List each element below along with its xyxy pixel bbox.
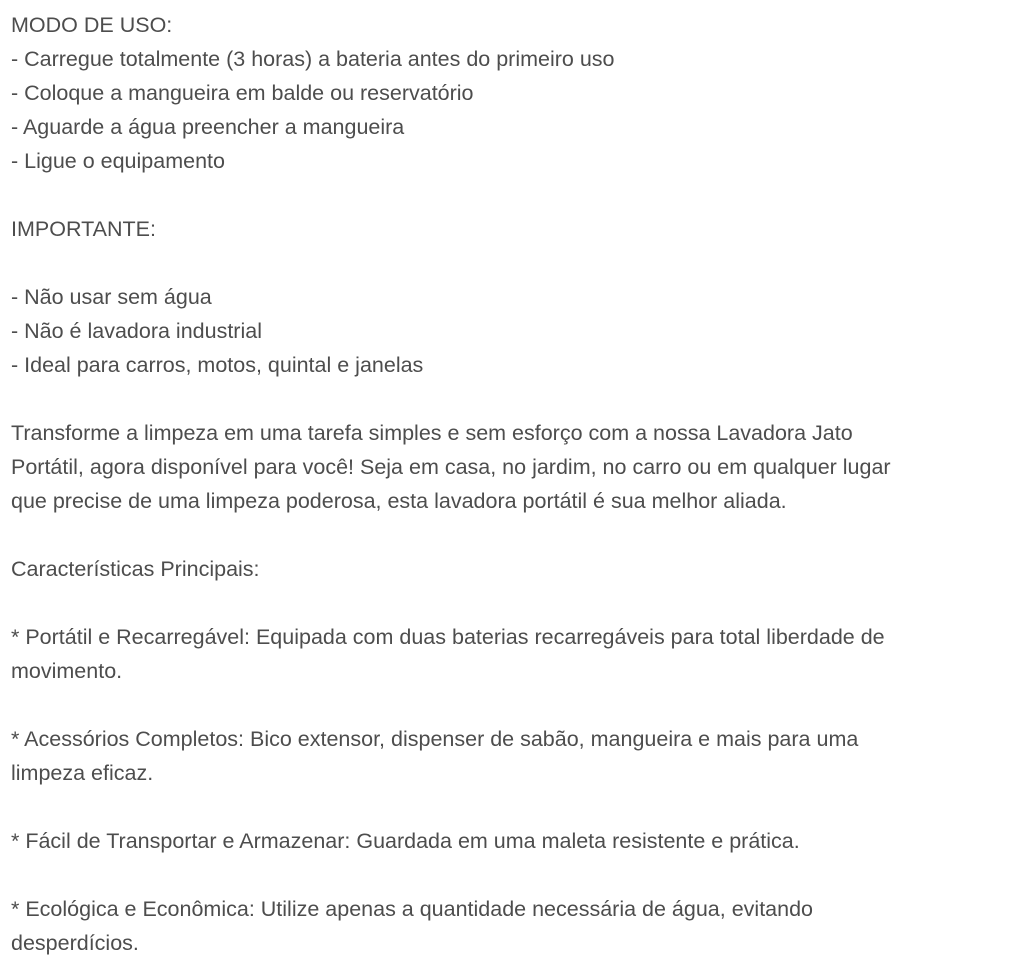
spacer — [11, 586, 1021, 620]
product-description — [11, 8, 1021, 960]
feature-line: desperdícios. — [11, 931, 139, 955]
important-item: - Ideal para carros, motos, quintal e janelas — [11, 353, 424, 377]
feature-line: * Acessórios Completos: Bico extensor, dispenser de sabão, mangueira e mais para uma — [11, 727, 859, 751]
spacer — [11, 382, 1021, 416]
feature-line: limpeza eficaz. — [11, 761, 154, 785]
usage-step: - Coloque a mangueira em balde ou reservatório — [11, 81, 474, 105]
spacer — [11, 518, 1021, 552]
spacer — [11, 858, 1021, 892]
spacer — [11, 246, 1021, 280]
intro-line: Portátil, agora disponível para você! Seja em casa, no jardim, no carro ou em qualquer lugar — [11, 455, 891, 479]
feature-line: movimento. — [11, 659, 123, 683]
spacer — [11, 178, 1021, 212]
modo-de-uso-heading: MODO DE USO: — [11, 13, 173, 37]
important-item: - Não usar sem água — [11, 285, 212, 309]
feature-line: * Fácil de Transportar e Armazenar: Guardada em uma maleta resistente e prática. — [11, 829, 800, 853]
usage-step: - Ligue o equipamento — [11, 149, 225, 173]
caracteristicas-heading: Características Principais: — [11, 557, 260, 581]
usage-step: - Aguarde a água preencher a mangueira — [11, 115, 405, 139]
usage-step: - Carregue totalmente (3 horas) a bateria antes do primeiro uso — [11, 47, 615, 71]
feature-line: * Portátil e Recarregável: Equipada com duas baterias recarregáveis para total liberdade de — [11, 625, 885, 649]
spacer — [11, 790, 1021, 824]
importante-heading: IMPORTANTE: — [11, 217, 156, 241]
important-item: - Não é lavadora industrial — [11, 319, 262, 343]
intro-line: que precise de uma limpeza poderosa, esta lavadora portátil é sua melhor aliada. — [11, 489, 787, 513]
spacer — [11, 688, 1021, 722]
intro-line: Transforme a limpeza em uma tarefa simples e sem esforço com a nossa Lavadora Jato — [11, 421, 853, 445]
feature-line: * Ecológica e Econômica: Utilize apenas a quantidade necessária de água, evitando — [11, 897, 813, 921]
